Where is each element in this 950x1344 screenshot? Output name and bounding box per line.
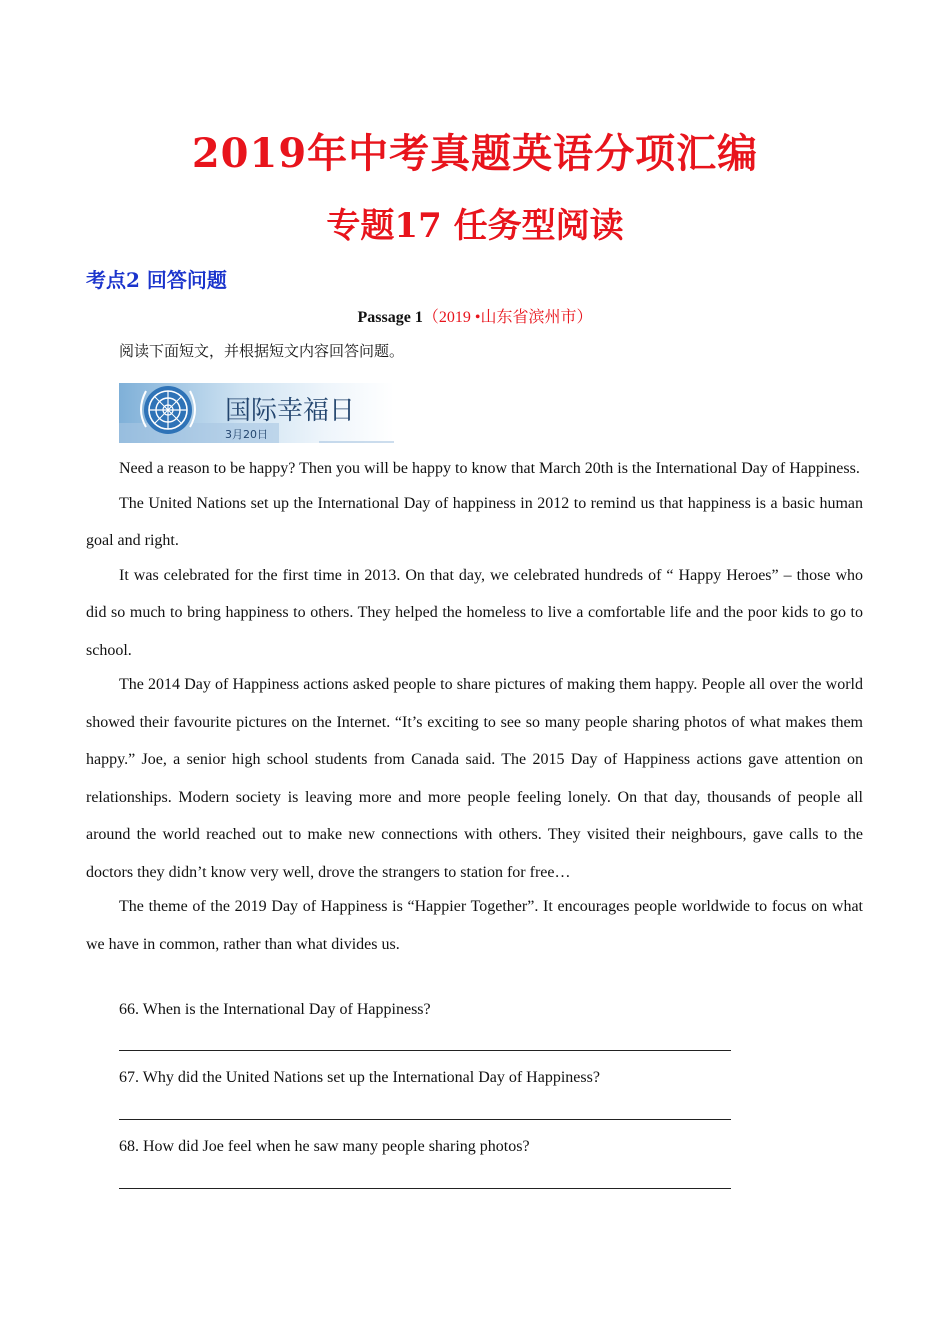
passage-body bbox=[86, 450, 863, 960]
reading-instruction: 阅读下面短文，并根据短文内容回答问题。 bbox=[119, 344, 405, 360]
passage-paragraph: The 2014 Day of Happiness actions asked people to share pictures of making them happy. People all over the world showed their favourite pictures on the Internet. “It’s exciting to see so many people sharing photos of what makes them happy.” Joe, a senior high school students from Canada said. The 2015 Day of Happiness actions gave attention on relationships. Modern society is leaving more and more people feeling lonely. On that day, thousands of people all around the world reached out to make new connections with others. They visited their neighbours, gave calls to the doctors they didn’t know very well, drove the strangers to station for free… bbox=[86, 676, 863, 881]
passage-paragraph: Need a reason to be happy? Then you will be happy to know that March 20th is the International Day of Happiness. bbox=[119, 460, 860, 477]
answer-line-68[interactable] bbox=[119, 1188, 731, 1189]
passage-name: Passage 1 bbox=[357, 309, 423, 326]
passage-heading bbox=[0, 304, 950, 327]
banner-date: 3月20日 bbox=[225, 428, 268, 441]
question-68: 68. How did Joe feel when he saw many people sharing photos? bbox=[119, 1138, 530, 1155]
passage-source: （2019 •山东省滨州市） bbox=[422, 309, 593, 326]
answer-line-66[interactable] bbox=[119, 1050, 731, 1051]
passage-paragraph: It was celebrated for the first time in 2013. On that day, we celebrated hundreds of “ Happy Heroes” – those who did so much to bring happiness to others. They helped the homeless to live a comfortable life and the poor kids to go to school. bbox=[86, 566, 863, 659]
passage-paragraph: The United Nations set up the International Day of happiness in 2012 to remind us that happiness is a basic human goal and right. bbox=[86, 494, 863, 549]
question-66: 66. When is the International Day of Happiness? bbox=[119, 1001, 431, 1018]
section-heading: 考点2 回答问题 bbox=[86, 268, 227, 292]
banner-title: 国际幸福日 bbox=[225, 396, 356, 426]
question-67: 67. Why did the United Nations set up the International Day of Happiness? bbox=[119, 1069, 600, 1086]
happiness-day-banner bbox=[119, 383, 394, 443]
answer-line-67[interactable] bbox=[119, 1119, 731, 1120]
page-subtitle: 专题17 任务型阅读 bbox=[326, 206, 624, 246]
page-title: 2019年中考真题英语分项汇编 bbox=[191, 130, 759, 177]
passage-paragraph: The theme of the 2019 Day of Happiness is “Happier Together”. It encourages people worldwide to focus on what we have in common, rather than what divides us. bbox=[86, 898, 863, 953]
